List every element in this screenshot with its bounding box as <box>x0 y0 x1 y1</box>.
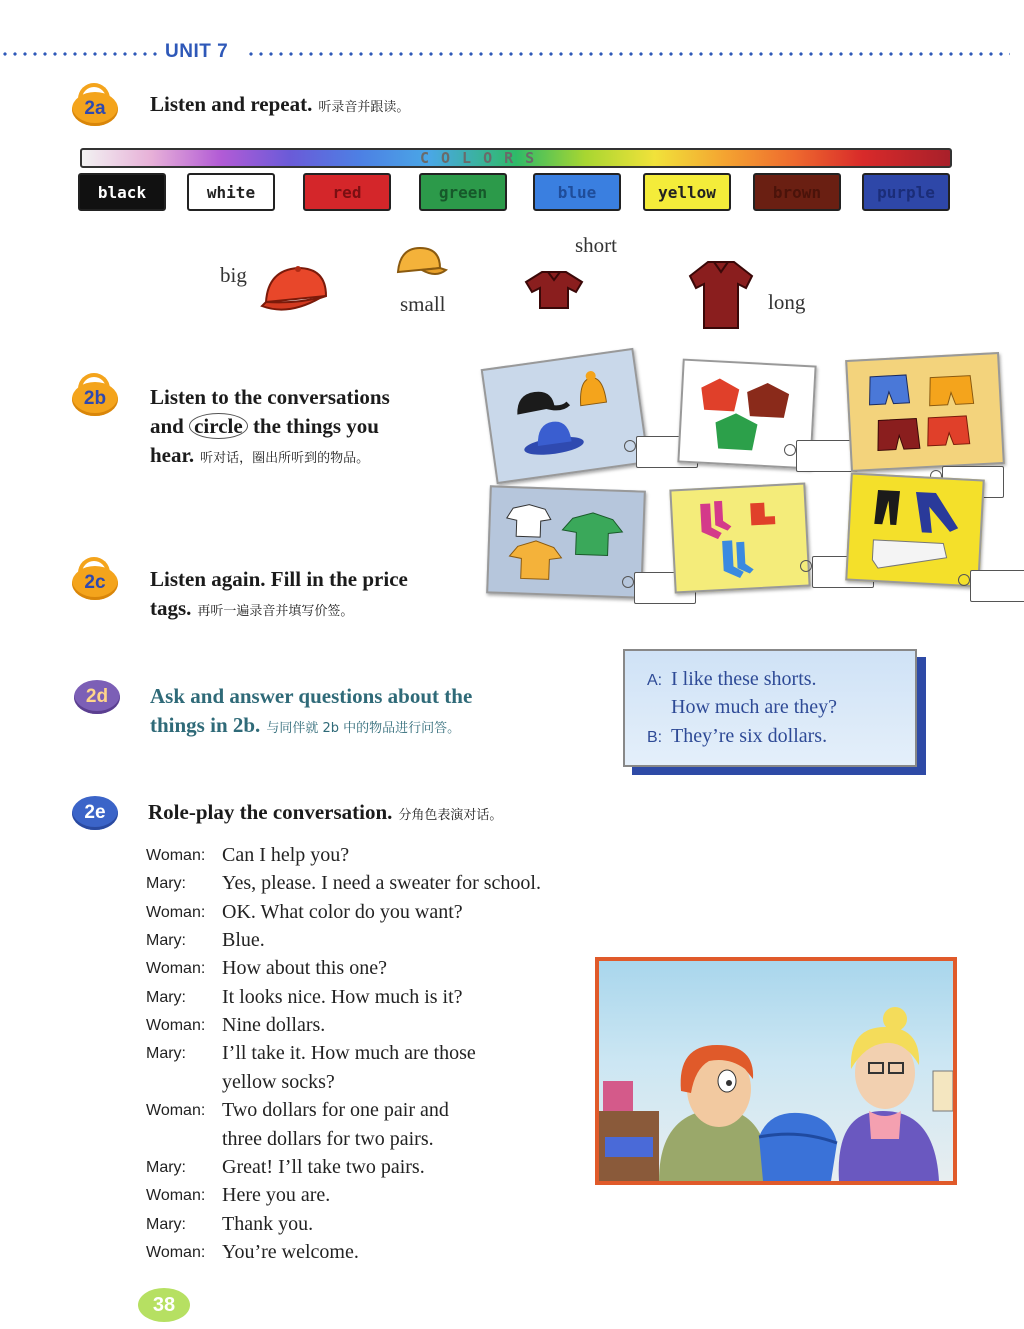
conversation-speaker: Woman: <box>146 904 206 921</box>
badge-2b: 2b <box>72 382 118 416</box>
circle-word: circle <box>189 413 248 439</box>
long-shirt-icon <box>686 258 756 330</box>
instruction-2d: Ask and answer questions about the things in 2b. 与同伴就 2b 中的物品进行问答。 <box>150 684 473 737</box>
hats-icon <box>492 359 638 473</box>
conversation-line: It looks nice. How much is it? <box>222 986 463 1008</box>
conversation-line: I’ll take it. How much are those <box>222 1042 476 1064</box>
word-big: big <box>220 263 247 287</box>
trousers-icon <box>856 483 974 577</box>
conversation-speaker: Mary: <box>146 1159 186 1176</box>
conversation-speaker: Mary: <box>146 1216 186 1233</box>
shop-scene-icon <box>599 961 953 1181</box>
tshirts-icon <box>497 496 636 589</box>
conversation-line: Here you are. <box>222 1184 331 1206</box>
color-swatch-brown: brown <box>753 173 841 211</box>
color-swatch-white: white <box>187 173 275 211</box>
color-swatch-green: green <box>419 173 507 211</box>
word-long: long <box>768 290 806 314</box>
conversation-speaker: Woman: <box>146 1102 206 1119</box>
headphones-icon <box>78 557 110 575</box>
big-cap-icon <box>258 262 338 322</box>
color-swatch-blue: blue <box>533 173 621 211</box>
page-number: 38 <box>138 1288 190 1322</box>
dialog-a-line1: A: I like these shorts. <box>647 668 817 690</box>
color-swatch-black: black <box>78 173 166 211</box>
badge-2e: 2e <box>72 796 118 830</box>
conversation-line: You’re welcome. <box>222 1241 359 1263</box>
conversation-speaker: Woman: <box>146 1244 206 1261</box>
short-shirt-icon <box>524 268 584 310</box>
conversation-speaker: Mary: <box>146 932 186 949</box>
picture-card-trousers <box>845 473 984 588</box>
conversation-line: How about this one? <box>222 957 387 979</box>
conversation-line: Blue. <box>222 929 265 951</box>
conversation-line: three dollars for two pairs. <box>222 1128 434 1150</box>
color-swatch-purple: purple <box>862 173 950 211</box>
conversation-speaker: Mary: <box>146 875 186 892</box>
conversation-line: Thank you. <box>222 1213 314 1235</box>
conversation-speaker: Mary: <box>146 1045 186 1062</box>
socks-icon <box>680 493 800 583</box>
instruction-2c: Listen again. Fill in the price tags. 再听一遍录音并填写价签。 <box>150 567 408 620</box>
price-tag-trousers[interactable] <box>970 570 1024 602</box>
conversation-speaker: Woman: <box>146 1187 206 1204</box>
picture-card-socks <box>669 483 810 594</box>
word-short: short <box>575 233 617 257</box>
conversation-line: Great! I’ll take two pairs. <box>222 1156 425 1178</box>
shop-illustration <box>595 957 957 1185</box>
picture-card-shorts <box>845 352 1005 472</box>
conversation-line: Two dollars for one pair and <box>222 1099 449 1121</box>
unit-title: UNIT 7 <box>165 41 229 62</box>
headphones-icon <box>78 83 110 101</box>
instruction-2b: Listen to the conversations and circle the things you hear. 听对话，圈出所听到的物品。 <box>150 385 390 467</box>
instruction-2e: Role-play the conversation. 分角色表演对话。 <box>148 800 503 824</box>
color-swatch-red: red <box>303 173 391 211</box>
conversation-line: OK. What color do you want? <box>222 901 463 923</box>
colors-banner-label: COLORS <box>420 149 547 167</box>
picture-card-hats <box>481 348 650 484</box>
conversation-speaker: Woman: <box>146 1017 206 1034</box>
color-swatch-yellow: yellow <box>643 173 731 211</box>
shorts-icon <box>856 363 995 462</box>
conversation-line: Nine dollars. <box>222 1014 326 1036</box>
word-small: small <box>400 292 446 316</box>
dialog-b-line: B: They’re six dollars. <box>647 725 828 747</box>
conversation-speaker: Woman: <box>146 847 206 864</box>
badge-2d: 2d <box>74 680 120 714</box>
conversation-speaker: Woman: <box>146 960 206 977</box>
dialog-a-line2: How much are they? <box>671 696 838 718</box>
small-cap-icon <box>392 244 448 284</box>
conversation-line: Yes, please. I need a sweater for school. <box>222 872 541 894</box>
conversation-line: yellow socks? <box>222 1071 335 1093</box>
conversation-line: Can I help you? <box>222 844 350 866</box>
conversation-speaker: Mary: <box>146 989 186 1006</box>
badge-2a: 2a <box>72 92 118 126</box>
header-dots-left <box>0 52 158 56</box>
badge-2c: 2c <box>72 566 118 600</box>
instruction-2a: Listen and repeat. 听录音并跟读。 <box>150 92 410 116</box>
headphones-icon <box>78 373 110 391</box>
header-dots-right <box>246 52 1010 56</box>
